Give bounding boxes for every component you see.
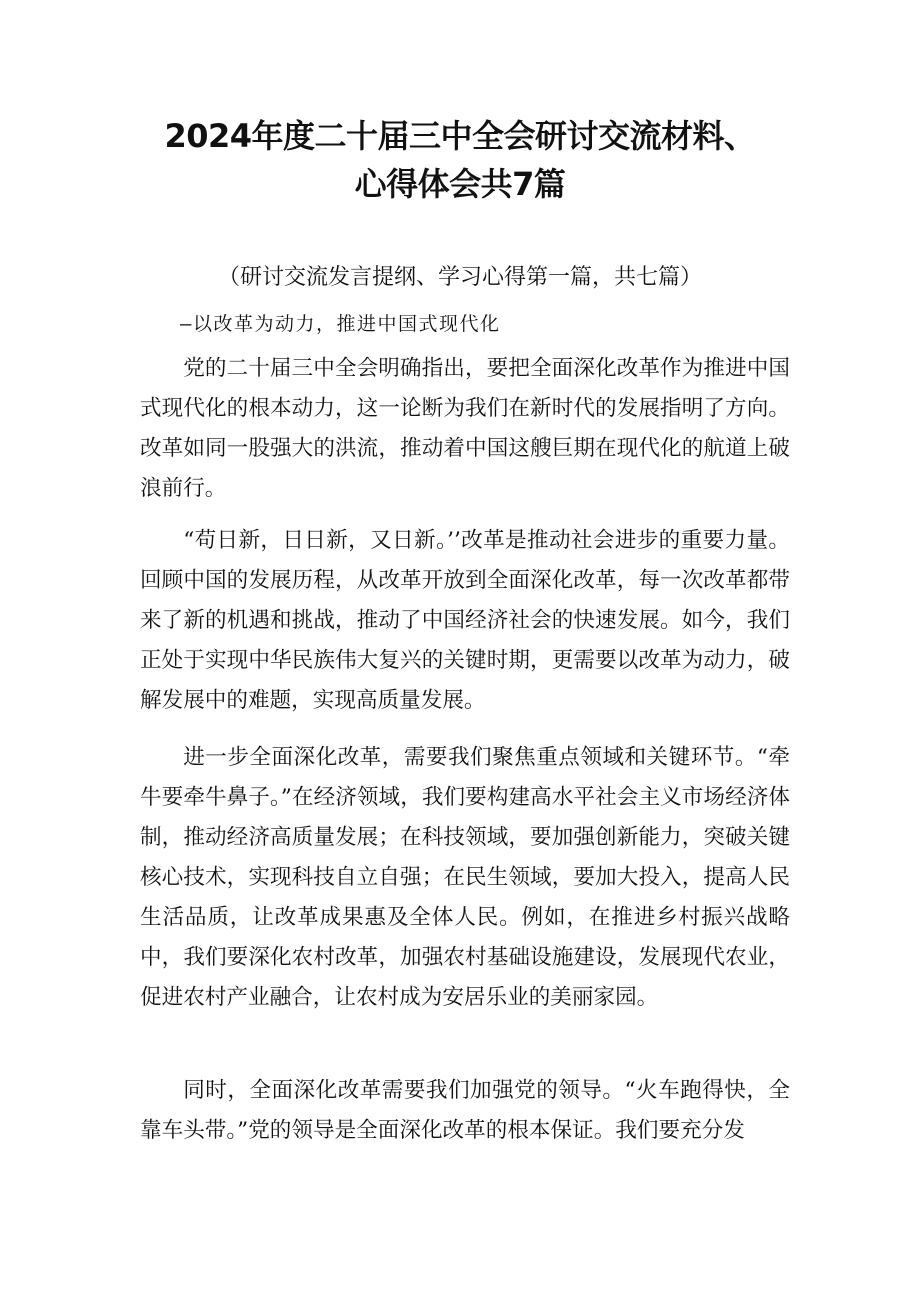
document-title-line-1: 2024年度二十届三中全会研讨交流材料、	[164, 117, 756, 155]
section-tagline: —以改革为动力，推进中国式现代化	[180, 313, 501, 335]
section-subtitle: （研讨交流发言提纲、学习心得第一篇，共七篇）	[217, 265, 702, 290]
paragraph-3: 进一步全面深化改革，需要我们聚焦重点领域和关键环节。“牵牛要牵牛鼻子。”在经济领域，我们要构建高水平社会主义市场经济体制，推动经济高质量发展；在科技领域，要加强创新能力，突破关键核心技术，实现科技自立自强；在民生领域，要加大投入，提高人民生活品质，让改革成果惠及全体人民。例如，在推进乡村振兴战略中，我们要深化农村改革，加强农村基础设施建设，发展现代农业，促进农村产业融合，让农村成为安居乐业的美丽家园。	[140, 745, 790, 1010]
paragraph-1: 党的二十届三中全会明确指出，要把全面深化改革作为推进中国式现代化的根本动力，这一论断为我们在新时代的发展指明了方向。改革如同一股强大的洪流，推动着中国这艘巨期在现代化的航道上破浪前行。	[140, 356, 790, 501]
document-title-line-2: 心得体会共7篇	[354, 165, 566, 203]
paragraph-2: “苟日新，日日新，又日新。’’改革是推动社会进步的重要力量。回顾中国的发展历程，从改革开放到全面深化改革，每一次改革都带来了新的机遇和挑战，推动了中国经济社会的快速发展。如今，我们正处于实现中华民族伟大复兴的关键时期，更需要以改革为动力，破解发展中的难题，实现高质量发展。	[140, 528, 790, 713]
paragraph-4: 同时，全面深化改革需要我们加强党的领导。“火车跑得快，全靠车头带。”党的领导是全面深化改革的根本保证。我们要充分发	[140, 1078, 790, 1143]
